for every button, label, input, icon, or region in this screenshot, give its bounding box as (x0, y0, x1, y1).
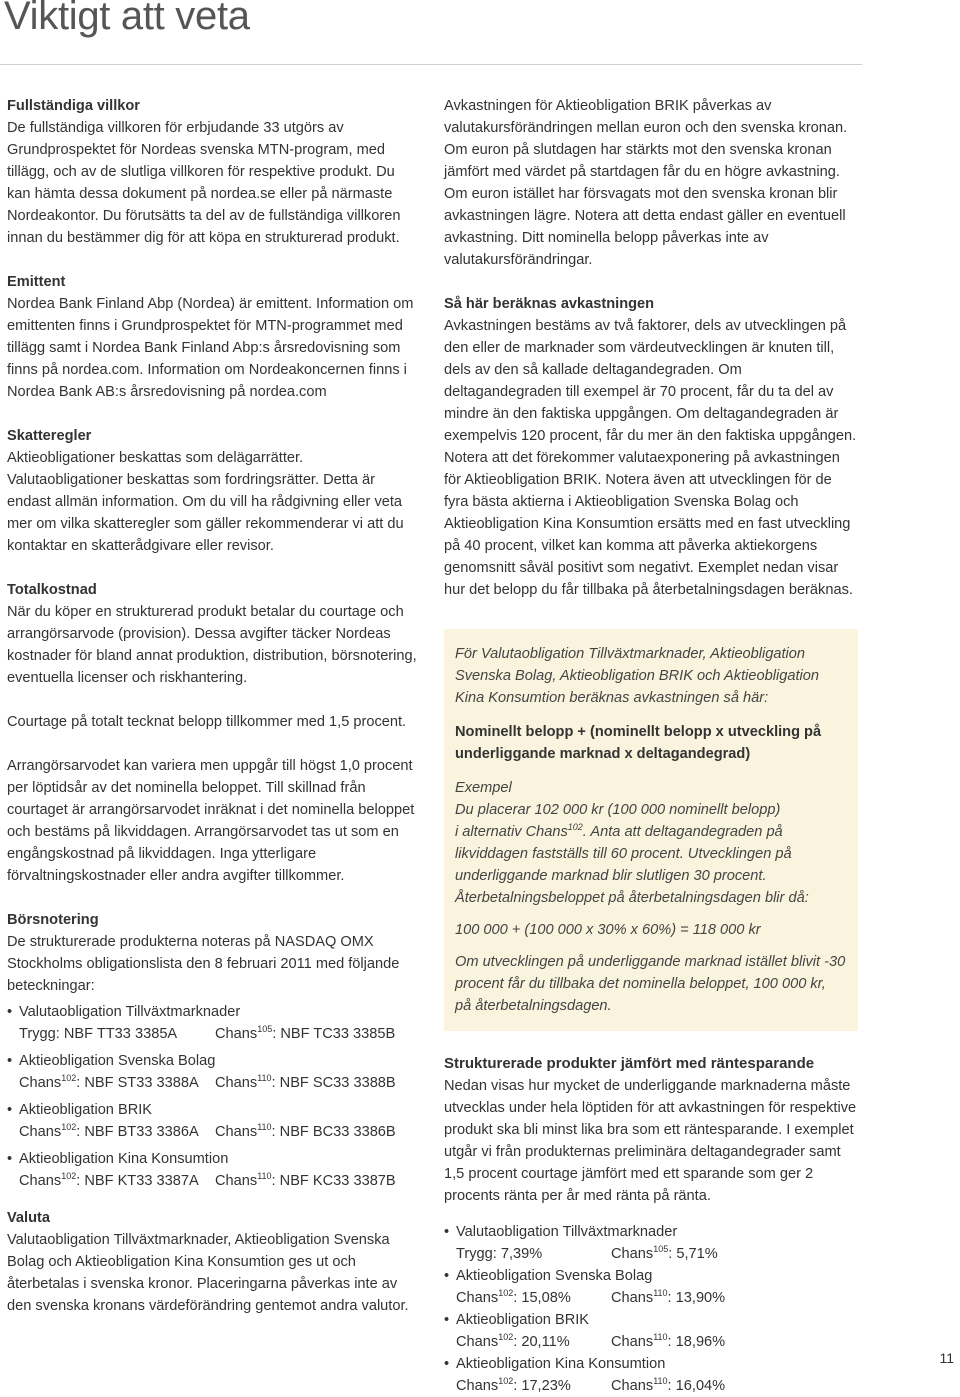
listing-code: NBF BT33 3386A (84, 1124, 199, 1140)
product-name: Aktieobligation Kina Konsumtion (456, 1356, 666, 1372)
box-formula: Nominellt belopp + (nominellt belopp x utveckling på underliggande marknad x deltagandegrad) (455, 724, 822, 762)
section-text: När du köper en strukturerad produkt betalar du courtage och arrangörsarvode (provision). Dessa avgifter täcker Nordeas kostnader för bland annat produktion, distribution, börsnotering, eventuella licenser och riskhantering. (7, 604, 417, 686)
list-item: • Valutaobligation Tillväxtmarknader Trygg: 7,39% Chans$^{105}$: 5,71% (444, 1221, 858, 1265)
section-text: De fullständiga villkoren för erbjudande 33 utgörs av Grundprospektet för Nordeas svenska MTN-program, med tillägg, och av de slutliga villkoren för respektive produkt. Du kan hämta dessa dokument på nordea.se eller på närmaste Nordeakontor. Du förutsätts ta del av de fullständiga villkoren innan du bestämmer dig för att köpa en strukturerad produkt. (7, 120, 401, 246)
section-borsnotering (7, 909, 422, 1192)
variant-label: Chans (215, 1173, 258, 1189)
section-heading: Så här beräknas avkastningen (444, 296, 655, 312)
variant-label: Chans (19, 1124, 62, 1140)
list-item: • Aktieobligation Svenska Bolag Chans$^{102}$: NBF ST33 3388A Chans$^{110}$: NBF SC33 3388B (7, 1050, 422, 1094)
product-name: Valutaobligation Tillväxtmarknader (19, 1004, 241, 1020)
listing-code: NBF BC33 3386B (279, 1124, 396, 1140)
listing-code: NBF KT33 3387A (84, 1173, 199, 1189)
listing-codes-list (7, 1001, 422, 1192)
box-after-text: Om utvecklingen på underliggande marknad istället blivit -30 procent får du tillbaka det nominella beloppet, 100 000 kr, på återbetalningsdagen. (455, 954, 846, 1014)
variant-label: Chans (19, 1173, 62, 1189)
section-text: Aktieobligationer beskattas som delägarrätter. Valutaobligationer beskattas som fordringsrätter. Detta är endast allmän information. Om du vill ha rådgivning eller veta mer om vilka skatteregler som gäller rekommenderar vi att du kontaktar en skatterådgivare eller revisor. (7, 450, 404, 554)
listing-code: NBF ST33 3388A (84, 1075, 199, 1091)
section-berakning (444, 293, 858, 601)
listing-code: NBF SC33 3388B (279, 1075, 396, 1091)
list-item: • Aktieobligation BRIK Chans$^{102}$: 20,11% Chans$^{110}$: 18,96% (444, 1309, 858, 1353)
product-name: Valutaobligation Tillväxtmarknader (456, 1224, 678, 1240)
break-even-value: 16,04% (675, 1378, 726, 1394)
right-column (444, 95, 858, 1397)
break-even-value: 5,71% (676, 1246, 718, 1262)
variant-sup: 102 (61, 1073, 77, 1084)
product-name: Aktieobligation Kina Konsumtion (19, 1151, 229, 1167)
section-text: Courtage på totalt tecknat belopp tillkommer med 1,5 procent. (7, 714, 407, 730)
section-skatteregler (7, 425, 422, 557)
list-item: • Aktieobligation BRIK Chans$^{102}$: NBF BT33 3386A Chans$^{110}$: NBF BC33 3386B (7, 1099, 422, 1143)
break-even-value: 18,96% (675, 1334, 726, 1350)
section-text: Arrangörsarvodet kan variera men uppgår till högst 1,0 procent per löptidsår av det nominella beloppet. Till skillnad från courtaget är arrangörsarvodet inräknat i det nominella beloppet och bestäms på likviddagen. Arrangörsarvodet tas ut som en engångskostnad på likviddagen. Inga ytterligare förvaltningskostnader eller andra avgifter tillkommer. (7, 758, 415, 884)
list-item: • Aktieobligation Svenska Bolag Chans$^{102}$: 15,08% Chans$^{110}$: 13,90% (444, 1265, 858, 1309)
section-heading: Totalkostnad (7, 582, 97, 598)
variant-sup: 102 (61, 1171, 77, 1182)
break-even-value: 17,23% (521, 1378, 571, 1394)
variant-sup: 105 (257, 1024, 273, 1035)
section-jamfort (444, 1053, 858, 1397)
variant-sup: 102 (61, 1122, 77, 1133)
section-text: Nordea Bank Finland Abp (Nordea) är emittent. Information om emittenten finns i Grundprospektet för MTN-programmet med tillägg samt i Nordea Bank Finland Abp:s årsredovisning som finns på nordea.com. Information om Nordeakoncernen finns i Nordea Bank AB:s årsredovisning på nordea.com (7, 296, 414, 400)
section-heading: Valuta (7, 1210, 50, 1226)
variant-label: Trygg (19, 1026, 56, 1042)
currency-intro-text: Avkastningen för Aktieobligation BRIK påverkas av valutakursförändringen mellan euron och den svenska kronan. Om euron på slutdagen har stärkts mot den svenska kronan jämfört med värdet på startdagen får du en högre avkastning. Om euron istället har försvagats mot den svenska kronan blir avkastningen lägre. Notera att detta endast gäller en eventuell avkastning. Ditt nominella belopp påverkas inte av valutakursförändringar. (444, 98, 848, 268)
page-title: Viktigt att veta (4, 0, 250, 38)
variant-label: Chans (19, 1075, 62, 1091)
break-even-value: 13,90% (675, 1290, 726, 1306)
box-intro: För Valutaobligation Tillväxtmarknader, Aktieobligation Svenska Bolag, Aktieobligation BRIK och Aktieobligation Kina Konsumtion beräknas avkastningen så här: (455, 646, 819, 706)
section-text: Valutaobligation Tillväxtmarknader, Aktieobligation Svenska Bolag och Aktieobligation Kina Konsumtion ges ut och återbetalas i svenska kronor. Placeringarna påverkas inte av den svenska kronans värdeförändring gentemot andra valutor. (7, 1232, 409, 1314)
section-fullstandiga-villkor (7, 95, 422, 249)
section-heading: Börsnotering (7, 912, 99, 928)
box-equation: 100 000 + (100 000 x 30% x 60%) = 118 000 kr (455, 922, 761, 938)
listing-code: NBF TC33 3385B (280, 1026, 396, 1042)
left-column (7, 95, 422, 1317)
section-heading: Emittent (7, 274, 66, 290)
variant-label: Chans (215, 1075, 258, 1091)
break-even-value: 20,11% (521, 1334, 570, 1350)
title-divider (0, 64, 862, 65)
section-text: Avkastningen bestäms av två faktorer, dels av utvecklingen på den eller de marknader som värdeutvecklingen är knuten till, dels av den så kallade deltagandegraden. Om deltagandegraden till exempel är 70 procent, får du ta del av mindre än den faktiska uppgången. Om deltagandegraden är exempelvis 120 procent, får du mer än den faktiska uppgången. Notera att det förekommer valutaexponering på avkastningen för Aktieobligation BRIK. Notera även att utvecklingen för de fyra bästa aktierna i Aktieobligation Svenska Bolag och Aktieobligation Kina Konsumtion ersätts med en fast utveckling på 40 procent, vilket kan komma att påverka aktiekorgens genomsnitt såväl positivt som negativt. Exemplet nedan visar hur det belopp du får tillbaka på återbetalningsdagen beräknas. (444, 318, 857, 598)
product-name: Aktieobligation BRIK (456, 1312, 590, 1328)
page-number: 11 (939, 1350, 954, 1366)
section-emittent (7, 271, 422, 403)
example-box (444, 629, 858, 1031)
variant-sup: 110 (257, 1122, 272, 1133)
variant-label: Chans (215, 1026, 258, 1042)
break-even-value: 7,39% (500, 1246, 543, 1262)
section-text: De strukturerade produkterna noteras på NASDAQ OMX Stockholms obligationslista den 8 februari 2011 med följande beteckningar: (7, 934, 400, 994)
box-example-line: Återbetalningsbeloppet på återbetalningsdagen blir då: (455, 890, 809, 906)
variant-sup: 110 (257, 1171, 272, 1182)
product-name: Aktieobligation BRIK (19, 1102, 153, 1118)
section-heading: Fullständiga villkor (7, 98, 140, 114)
product-name: Aktieobligation Svenska Bolag (456, 1268, 653, 1284)
box-example-heading: Exempel (455, 780, 512, 796)
list-item: • Aktieobligation Kina Konsumtion Chans$^{102}$: 17,23% Chans$^{110}$: 16,04% (444, 1353, 858, 1397)
box-example-line: Du placerar 102 000 kr (100 000 nominellt belopp) (455, 802, 781, 818)
break-even-list (444, 1221, 858, 1397)
section-valuta (7, 1207, 422, 1317)
listing-code: NBF KC33 3387B (279, 1173, 396, 1189)
section-heading: Skatteregler (7, 428, 92, 444)
box-example-line: i alternativ Chans$^{102}$. Anta att deltagandegraden på likviddagen fastställs till 60 procent. Utvecklingen på underliggande marknad blir slutligen 30 procent. (455, 822, 792, 884)
product-name: Aktieobligation Svenska Bolag (19, 1053, 216, 1069)
variant-sup: 110 (257, 1073, 272, 1084)
list-item: • Aktieobligation Kina Konsumtion Chans$^{102}$: NBF KT33 3387A Chans$^{110}$: NBF KC33 3387B (7, 1148, 422, 1192)
listing-code: NBF TT33 3385A (63, 1026, 178, 1042)
section-heading: Strukturerade produkter jämfört med räntesparande (444, 1055, 815, 1072)
break-even-value: 15,08% (521, 1290, 571, 1306)
section-text: Nedan visas hur mycket de underliggande marknaderna måste utvecklas under hela löptiden för att avkastningen för respektive produkt ska bli minst lika bra som ett räntesparande. I exemplet utgår vi från produkternas preliminära deltagandegrader samt 1,5 procent courtage jämfört med ett sparande som ger 2 procents ränta per år med ränta på ränta. (444, 1078, 857, 1204)
list-item: • Valutaobligation Tillväxtmarknader Trygg: NBF TT33 3385A Chans$^{105}$: NBF TC33 3385B (7, 1001, 422, 1045)
section-totalkostnad (7, 579, 422, 887)
variant-label: Chans (215, 1124, 258, 1140)
